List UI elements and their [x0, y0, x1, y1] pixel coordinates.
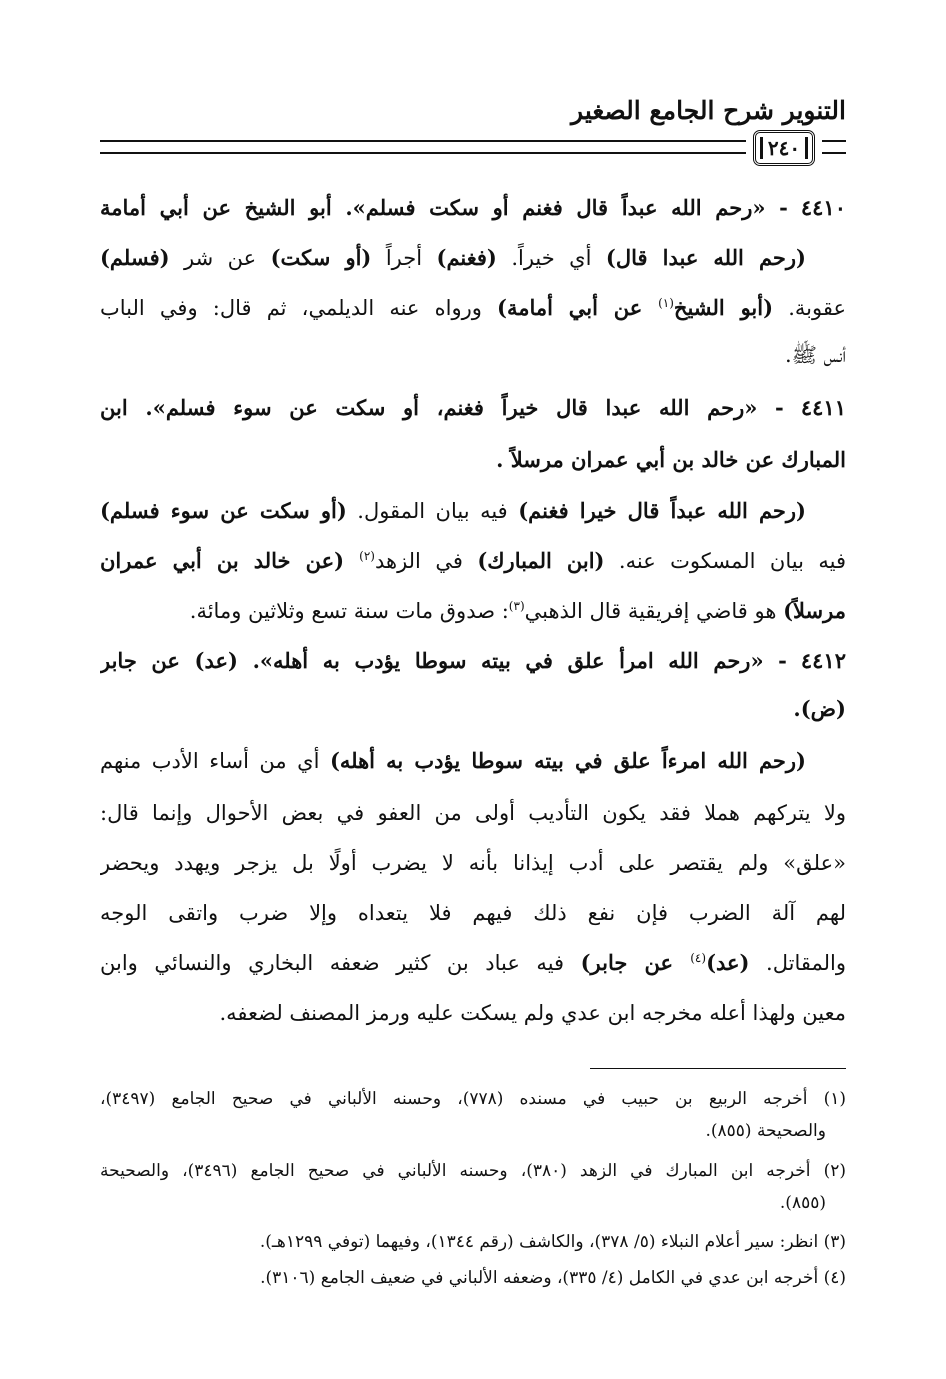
- commentary-text: أجراً: [371, 246, 437, 270]
- hadith-4410: [100, 185, 846, 231]
- footnote-ref: (١): [658, 296, 674, 310]
- quoted-phrase: عن أبي أمامة): [497, 295, 659, 320]
- page-box-bar-left: [760, 137, 763, 159]
- commentary-line: [100, 990, 846, 1036]
- hadith-4412: [100, 638, 846, 684]
- commentary-text: معين ولهذا أعله مخرجه ابن عدي ولم يسكت عليه ورمز المصنف لضعفه.: [219, 1001, 846, 1025]
- header-rule-bottom: [100, 152, 746, 154]
- commentary-line: [100, 840, 846, 886]
- footnote-ref: (٢): [359, 549, 375, 563]
- commentary-text: في الزهد: [374, 549, 478, 573]
- commentary-text: لهم آلة الضرب فإن نفع ذلك فيهم فلا يتعداه وإلا ضرب واتقى الوجه: [100, 901, 846, 925]
- hadith-number: ٤٤١٢: [800, 648, 846, 673]
- commentary-text: «علق» ولم يقتصر على أدب إيذانا بأنه لا يضرب أولًا بل يزجر ويهدد ويحضر: [100, 851, 846, 875]
- quoted-phrase: (رحم الله امرءاً علق في بيته سوطا يؤدب به أهله): [329, 748, 806, 773]
- hadith-text: - «رحم الله امرأ علق في بيته سوطا يؤدب به أهله». (عد) عن جابر: [100, 648, 787, 673]
- commentary-text: عن شر: [169, 246, 271, 270]
- commentary-text: عقوبة.: [773, 296, 846, 320]
- quoted-phrase: (فسلم): [100, 245, 170, 270]
- quoted-phrase: (عن خالد بن أبي عمران: [100, 548, 360, 573]
- quoted-phrase: عن جابر): [580, 950, 691, 975]
- commentary-text: : صدوق مات سنة تسع وثلاثين ومائة.: [189, 599, 509, 623]
- page-number-box: [753, 130, 815, 166]
- header-rule-top: [100, 140, 746, 142]
- commentary-line: [100, 332, 846, 378]
- quoted-phrase: (رحم الله عبدا قال): [605, 245, 806, 270]
- commentary-line: [100, 538, 846, 584]
- footnote-1-cont: والصحيحة (٨٥٥).: [705, 1121, 826, 1141]
- commentary-line: [100, 890, 846, 936]
- commentary-text: فيه عباد بن كثير ضعفه البخاري والنسائي وابن: [100, 951, 581, 975]
- quoted-phrase: (ابن المبارك): [477, 548, 605, 573]
- footnote-2-cont: (٨٥٥).: [779, 1193, 826, 1213]
- commentary-text: ورواه عنه الديلمي، ثم قال: وفي الباب: [100, 296, 498, 320]
- footnote-3: (٣) انظر: سير أعلام النبلاء (٥/ ٣٧٨)، والكاشف (رقم ١٣٤٤)، وفيهما (توفي ١٢٩٩هـ).: [259, 1232, 846, 1252]
- hadith-text: - «رحم الله عبداً قال فغنم أو سكت فسلم». أبو الشيخ عن أبي أمامة: [100, 195, 788, 220]
- commentary-line: [100, 738, 846, 784]
- commentary-text: أنس ﷺ.: [784, 343, 846, 367]
- footnote-1: (١) أخرجه الربيع بن حبيب في مسنده (٧٧٨)، وحسنه الألباني في صحيح الجامع (٣٤٩٧)،: [100, 1089, 846, 1109]
- footnote-ref: (٤): [690, 951, 707, 965]
- commentary-line: [100, 285, 846, 331]
- commentary-text: أي خيراً.: [496, 246, 606, 270]
- commentary-text: والمقاتل.: [749, 951, 846, 975]
- commentary-text: ولا يتركهم هملا فقد يكون التأديب أولى من العفو في بعض الأحوال وإنما قال:: [100, 801, 846, 825]
- hadith-source-line: [100, 686, 846, 732]
- commentary-text: فيه بيان المقول.: [346, 499, 519, 523]
- quoted-phrase: مرسلاً): [783, 598, 846, 623]
- footnote-2: (٢) أخرجه ابن المبارك في الزهد (٣٨٠)، وحسنه الألباني في صحيح الجامع (٣٤٩٦)، والصحيحة: [100, 1161, 846, 1181]
- commentary-line: [100, 235, 846, 281]
- footnote-separator: [590, 1068, 846, 1069]
- quoted-phrase: (رحم الله عبداً قال خيرا فغنم): [518, 498, 806, 523]
- hadith-source: (ض).: [793, 696, 846, 721]
- commentary-line: [100, 940, 846, 986]
- quoted-phrase: (أبو الشيخ: [673, 295, 774, 320]
- hadith-text: - «رحم الله عبدا قال خيراً فغنم، أو سكت عن سوء فسلم». ابن: [100, 395, 784, 420]
- footnote-ref: (٣): [508, 599, 525, 613]
- quoted-phrase: (أو سكت عن سوء فسلم): [100, 498, 347, 523]
- quoted-phrase: (عد): [706, 950, 750, 975]
- quoted-phrase: (أو سكت): [270, 245, 372, 270]
- commentary-line: [100, 588, 846, 634]
- running-title: التنوير شرح الجامع الصغير: [571, 96, 846, 125]
- quoted-phrase: (فغنم): [436, 245, 497, 270]
- hadith-source-line: [100, 437, 846, 483]
- hadith-number: ٤٤١١: [800, 395, 846, 420]
- commentary-line: [100, 488, 846, 534]
- hadith-4411: [100, 385, 846, 431]
- footnote-4: (٤) أخرجه ابن عدي في الكامل (٤/ ٣٣٥)، وضعفه الألباني في ضعيف الجامع (٣١٠٦).: [260, 1268, 846, 1288]
- hadith-number: ٤٤١٠: [800, 195, 846, 220]
- page-box-bar-right: [805, 137, 808, 159]
- hadith-source: المبارك عن خالد بن أبي عمران مرسلاً .: [496, 447, 846, 472]
- header-rule-right-bottom: [822, 152, 846, 154]
- commentary-text: هو قاضي إفريقية قال الذهبي: [524, 599, 784, 623]
- page-number: ٢٤٠: [767, 136, 801, 160]
- commentary-line: [100, 790, 846, 836]
- commentary-text: فيه بيان المسكوت عنه.: [604, 549, 846, 573]
- commentary-text: أي من أساء الأدب منهم: [100, 749, 330, 773]
- header-rule-right-top: [822, 140, 846, 142]
